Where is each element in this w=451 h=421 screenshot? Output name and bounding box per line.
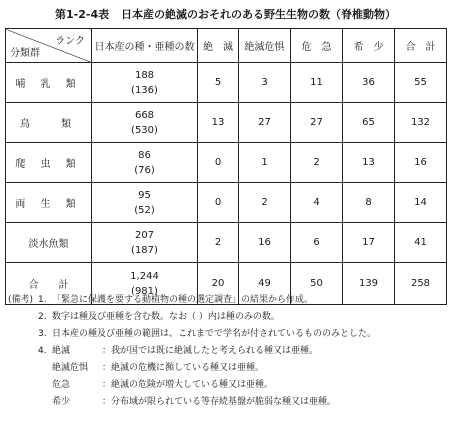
definition-term: 絶滅 <box>52 346 71 356</box>
note-number: 4. <box>38 346 47 356</box>
note-number: 2. <box>38 312 47 322</box>
value-cell: 11 <box>291 63 343 103</box>
note-number: 1. <box>38 295 47 305</box>
species-count: 207 <box>134 229 155 241</box>
value-cell: 13 <box>343 143 395 183</box>
total-value-cell: 139 <box>343 263 395 305</box>
row-label: 哺 乳 類 <box>6 63 92 103</box>
header-row <box>6 29 447 63</box>
note-text: 日本産の種及び亜種の範囲は、これまでで学名が付されているもののみとした。 <box>52 329 377 339</box>
value-cell: 17 <box>343 223 395 263</box>
table-row <box>6 63 447 103</box>
total-value-cell: 20 <box>198 263 239 305</box>
definition-text: ：絶滅の危機に瀕している種又は亜種。 <box>102 363 265 373</box>
col-header-rare: 希 少 <box>343 29 395 63</box>
species-cell <box>92 103 198 143</box>
total-value-cell: 49 <box>239 263 291 305</box>
species-cell <box>92 63 198 103</box>
value-cell: 16 <box>239 223 291 263</box>
species-only-count: (76) <box>134 164 155 176</box>
table-row <box>6 223 447 263</box>
row-label: 鳥 類 <box>6 103 92 143</box>
total-value-cell: 258 <box>395 263 447 305</box>
definition-item <box>8 360 448 377</box>
definition-term: 危急 <box>52 380 71 390</box>
corner-header-cell <box>6 29 92 63</box>
species-cell <box>92 223 198 263</box>
species-count: 86 <box>138 149 151 161</box>
group-header: 分類群 <box>10 48 40 59</box>
value-cell: 2 <box>239 183 291 223</box>
note-item <box>8 309 448 326</box>
note-item <box>8 292 448 309</box>
value-cell: 1 <box>239 143 291 183</box>
note-text: 「緊急に保護を要する動植物の種の選定調査」の結果から作成。 <box>52 295 314 305</box>
definition-text: ：我が国では既に絶滅したと考えられる種又は亜種。 <box>102 346 319 356</box>
value-cell: 5 <box>198 63 239 103</box>
value-cell: 14 <box>395 183 447 223</box>
species-cell <box>92 183 198 223</box>
value-cell: 27 <box>291 103 343 143</box>
note-item <box>8 326 448 343</box>
data-table <box>5 28 447 305</box>
value-cell: 8 <box>343 183 395 223</box>
value-cell: 27 <box>239 103 291 143</box>
value-cell: 0 <box>198 143 239 183</box>
definition-text: ：分布域が限られている等存続基盤が脆弱な種又は亜種。 <box>102 397 337 407</box>
row-label: 両 生 類 <box>6 183 92 223</box>
table-row <box>6 183 447 223</box>
definition-item <box>8 394 448 411</box>
notes-label: (備考) <box>8 295 34 305</box>
value-cell: 36 <box>343 63 395 103</box>
col-header-vulnerable: 危 急 <box>291 29 343 63</box>
table-row <box>6 103 447 143</box>
notes-section <box>8 292 448 411</box>
table-code: 第1-2-4表 <box>55 8 110 21</box>
species-count: 1,244 <box>130 270 159 282</box>
col-header-endangered: 絶滅危惧 <box>239 29 291 63</box>
value-cell: 13 <box>198 103 239 143</box>
note-number: 3. <box>38 329 47 339</box>
species-only-count: (981) <box>131 285 158 297</box>
species-only-count: (136) <box>131 84 158 96</box>
table-row <box>6 143 447 183</box>
note-item <box>8 343 448 360</box>
rank-header: ランク <box>55 36 85 47</box>
total-value-cell: 50 <box>291 263 343 305</box>
total-label: 合 計 <box>6 263 92 305</box>
species-cell <box>92 143 198 183</box>
row-label: 爬 虫 類 <box>6 143 92 183</box>
value-cell: 2 <box>291 143 343 183</box>
value-cell: 41 <box>395 223 447 263</box>
species-count: 188 <box>134 69 155 81</box>
note-text: 数字は種及び亜種を含む数。なお（ ）内は種のみの数。 <box>52 312 280 322</box>
value-cell: 0 <box>198 183 239 223</box>
table-title <box>0 6 451 22</box>
definition-term: 絶滅危惧 <box>52 363 89 373</box>
definition-text: ：絶滅の危険が増大している種又は亜種。 <box>102 380 274 390</box>
species-only-count: (187) <box>131 244 158 256</box>
value-cell: 6 <box>291 223 343 263</box>
value-cell: 132 <box>395 103 447 143</box>
value-cell: 4 <box>291 183 343 223</box>
species-only-count: (530) <box>131 124 158 136</box>
value-cell: 3 <box>239 63 291 103</box>
species-count: 668 <box>134 109 155 121</box>
species-count: 95 <box>138 189 151 201</box>
col-header-extinct: 絶 滅 <box>198 29 239 63</box>
row-label: 淡水魚類 <box>6 223 92 263</box>
value-cell: 2 <box>198 223 239 263</box>
definition-item <box>8 377 448 394</box>
species-only-count: (52) <box>134 204 155 216</box>
table-title-text: 日本産の絶滅のおそれのある野生生物の数（脊椎動物） <box>120 8 396 21</box>
col-header-species: 日本産の種・亜種の数 <box>92 29 198 63</box>
definition-term: 希少 <box>52 397 71 407</box>
value-cell: 55 <box>395 63 447 103</box>
value-cell: 65 <box>343 103 395 143</box>
col-header-total: 合 計 <box>395 29 447 63</box>
value-cell: 16 <box>395 143 447 183</box>
